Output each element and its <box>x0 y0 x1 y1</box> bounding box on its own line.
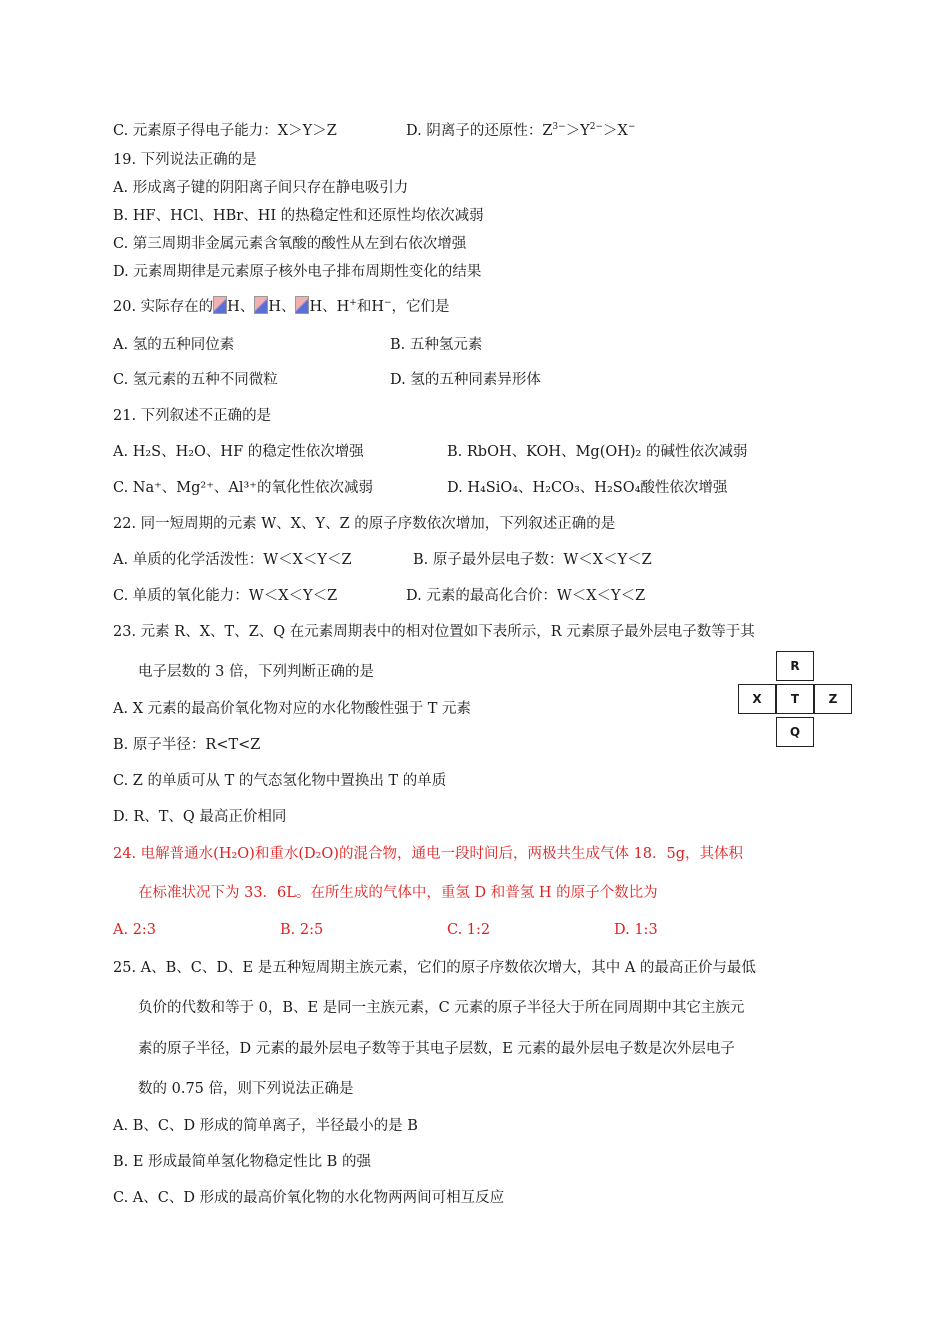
q24-stem-line1: 24. 电解普通水(H₂O)和重水(D₂O)的混合物，通电一段时间后，两极共生成气体 18．5g，其体积 <box>113 846 744 862</box>
cell-t: T <box>776 684 814 714</box>
periodic-position-table <box>726 648 864 752</box>
q18-option-d-text: ＞Y <box>565 123 590 139</box>
cell-x: X <box>738 684 776 714</box>
q21-option-b: B. RbOH、KOH、Mg(OH)₂ 的碱性依次减弱 <box>447 444 748 460</box>
q21-option-a: A. H₂S、H₂O、HF 的稳定性依次增强 <box>113 444 364 460</box>
q18-option-d <box>406 121 635 141</box>
q20-option-a: A. 氢的五种同位素 <box>113 337 235 353</box>
isotope-image-icon <box>254 296 268 314</box>
q22-option-a: A. 单质的化学活泼性：W＜X＜Y＜Z <box>113 552 352 568</box>
q25-stem-line3: 素的原子半径，D 元素的最外层电子数等于其电子层数，E 元素的最外层电子数是次外层电子 <box>138 1041 735 1057</box>
isotope-image-icon <box>295 296 309 314</box>
q21-stem: 21. 下列叙述不正确的是 <box>113 408 272 424</box>
q18-option-c: C. 元素原子得电子能力：X＞Y＞Z <box>113 123 337 139</box>
q24-stem-line2: 在标准状况下为 33．6L。在所生成的气体中，重氢 D 和普氢 H 的原子个数比为 <box>138 885 658 901</box>
cell-z: Z <box>814 684 852 714</box>
charge-sup: 2− <box>589 122 604 133</box>
charge-sup: 3− <box>552 122 566 133</box>
q18-option-d-text: D. 阴离子的还原性：Z <box>406 123 553 139</box>
q20-option-b: B. 五种氢元素 <box>390 337 483 353</box>
q25-stem-line1: 25. A、B、C、D、E 是五种短周期主族元素，它们的原子序数依次增大，其中 A 的最高正价与最低 <box>113 960 756 976</box>
q24-option-b: B. 2:5 <box>280 922 324 938</box>
isotope-h2: H、 <box>268 299 296 315</box>
q19-option-d: D. 元素周期律是元素原子核外电子排布周期性变化的结果 <box>113 264 482 280</box>
q20-stem-text: ，它们是 <box>391 299 450 315</box>
isotope-h1: H、 <box>227 299 255 315</box>
cell-q: Q <box>776 717 814 747</box>
q23-stem-line2: 电子层数的 3 倍，下列判断正确的是 <box>138 664 374 680</box>
q23-option-d: D. R、T、Q 最高正价相同 <box>113 809 287 825</box>
q24-option-c: C. 1:2 <box>447 922 491 938</box>
q20-stem <box>113 296 450 317</box>
q23-option-b: B. 原子半径：R<T<Z <box>113 737 261 753</box>
q23-option-a: A. X 元素的最高价氧化物对应的水化物酸性强于 T 元素 <box>113 701 472 717</box>
q19-option-c: C. 第三周期非金属元素含氧酸的酸性从左到右依次增强 <box>113 236 467 252</box>
cell-r: R <box>776 651 814 681</box>
isotope-h3: H、 <box>309 299 337 315</box>
charge-sup: − <box>384 298 392 309</box>
q25-option-b: B. E 形成最简单氢化物稳定性比 B 的强 <box>113 1154 371 1170</box>
hydride-anion: H <box>371 299 384 315</box>
q25-stem-line4: 数的 0.75 倍，则下列说法正确是 <box>138 1081 354 1097</box>
q25-option-c: C. A、C、D 形成的最高价氧化物的水化物两两间可相互反应 <box>113 1190 505 1206</box>
q22-option-c: C. 单质的氧化能力：W＜X＜Y＜Z <box>113 588 338 604</box>
q21-option-c: C. Na⁺、Mg²⁺、Al³⁺的氧化性依次减弱 <box>113 480 373 496</box>
q24-option-a: A. 2:3 <box>113 922 157 938</box>
q23-option-c: C. Z 的单质可从 T 的气态氢化物中置换出 T 的单质 <box>113 773 447 789</box>
q22-option-b: B. 原子最外层电子数：W＜X＜Y＜Z <box>413 552 652 568</box>
q25-option-a: A. B、C、D 形成的简单离子，半径最小的是 B <box>113 1118 418 1134</box>
charge-sup: − <box>627 122 636 133</box>
isotope-image-icon <box>213 296 227 314</box>
q24-option-d: D. 1:3 <box>614 922 658 938</box>
hydrogen-cation: H <box>336 299 350 315</box>
q19-stem: 19. 下列说法正确的是 <box>113 152 257 168</box>
charge-sup: + <box>349 298 357 309</box>
q20-option-d: D. 氢的五种同素异形体 <box>390 372 541 388</box>
q20-stem-text: 20. 实际存在的 <box>113 299 214 315</box>
q23-stem-line1: 23. 元素 R、X、T、Z、Q 在元素周期表中的相对位置如下表所示，R 元素原子最外层电子数等于其 <box>113 624 755 640</box>
q22-option-d: D. 元素的最高化合价：W＜X＜Y＜Z <box>406 588 646 604</box>
q21-option-d: D. H₄SiO₄、H₂CO₃、H₂SO₄酸性依次增强 <box>447 480 728 496</box>
q22-stem: 22. 同一短周期的元素 W、X、Y、Z 的原子序数依次增加，下列叙述正确的是 <box>113 516 616 532</box>
q19-option-a: A. 形成离子键的阴阳离子间只存在静电吸引力 <box>113 180 409 196</box>
q20-option-c: C. 氢元素的五种不同微粒 <box>113 372 278 388</box>
q19-option-b: B. HF、HCl、HBr、HI 的热稳定性和还原性均依次减弱 <box>113 208 484 224</box>
q20-stem-text: 和 <box>356 299 372 315</box>
q18-option-d-text: ＞X <box>603 123 628 139</box>
q25-stem-line2: 负价的代数和等于 0，B、E 是同一主族元素，C 元素的原子半径大于所在同周期中其它主族元 <box>138 1000 745 1016</box>
